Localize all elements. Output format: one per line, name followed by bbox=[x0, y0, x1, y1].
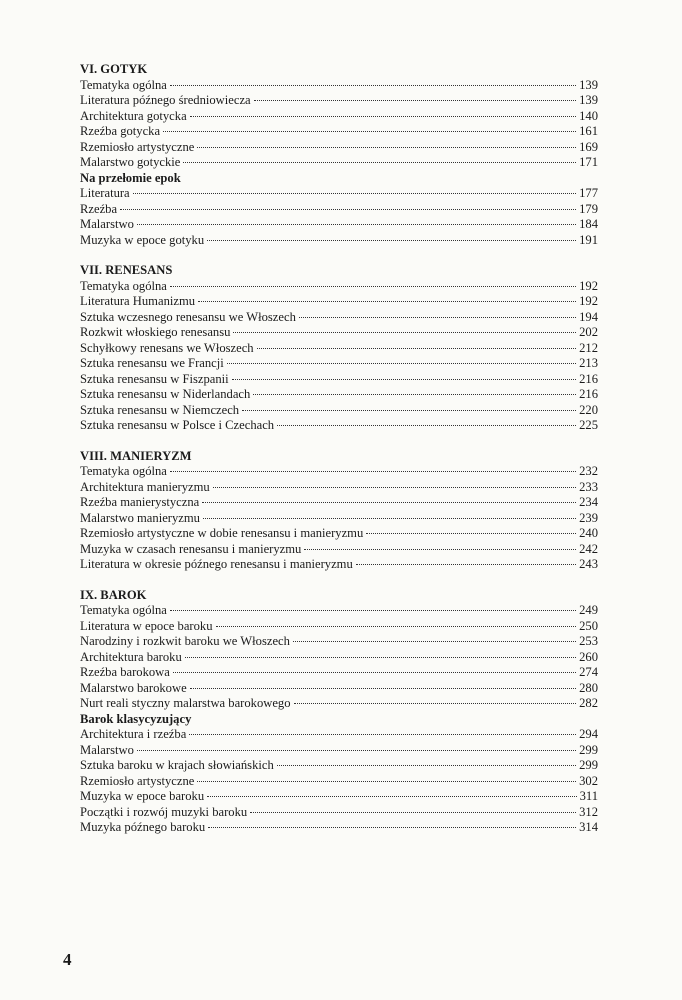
section-title: IX. BAROK bbox=[80, 587, 147, 602]
entry-title: Rzeźba gotycka bbox=[80, 124, 161, 138]
entry-title: Architektura i rzeźba bbox=[80, 727, 187, 741]
toc-entry bbox=[80, 78, 598, 94]
toc-entry bbox=[80, 310, 598, 326]
dot-leader bbox=[190, 116, 576, 117]
dot-leader bbox=[203, 518, 576, 519]
toc-entry bbox=[80, 356, 598, 372]
toc-entry bbox=[80, 650, 598, 666]
entry-title: Malarstwo barokowe bbox=[80, 680, 187, 695]
dot-leader bbox=[304, 549, 576, 550]
entry-page-number: 233 bbox=[579, 479, 598, 494]
entry-title: Malarstwo bbox=[80, 742, 134, 757]
dot-leader bbox=[207, 796, 576, 797]
toc-entry bbox=[80, 403, 598, 419]
dot-leader bbox=[170, 471, 576, 472]
dot-leader bbox=[189, 734, 576, 735]
toc-entry bbox=[80, 542, 598, 558]
entry-page-number: 184 bbox=[579, 217, 598, 231]
entry-page-number: 274 bbox=[579, 665, 598, 679]
toc-entry bbox=[80, 325, 598, 341]
entry-title: Sztuka renesansu w Niemczech bbox=[80, 402, 240, 417]
entry-page-number: 139 bbox=[579, 93, 598, 107]
toc-entry bbox=[80, 186, 598, 202]
toc-entry bbox=[80, 681, 598, 697]
dot-leader bbox=[254, 100, 576, 101]
entry-title: Muzyka w epoce gotyku bbox=[80, 232, 205, 247]
dot-leader bbox=[137, 224, 576, 225]
entry-page-number: 191 bbox=[579, 232, 598, 247]
entry-title: Rzemiosło artystyczne bbox=[80, 773, 195, 788]
entry-page-number: 213 bbox=[579, 356, 598, 370]
entry-page-number: 216 bbox=[579, 387, 598, 401]
dot-leader bbox=[250, 812, 576, 813]
entry-page-number: 212 bbox=[579, 340, 598, 355]
entry-title: Rzemiosło artystyczne bbox=[80, 139, 195, 154]
entry-page-number: 299 bbox=[579, 758, 598, 772]
toc-entry bbox=[80, 727, 598, 743]
toc-entry bbox=[80, 93, 598, 109]
entry-title: Tematyka ogólna bbox=[80, 464, 167, 478]
section-title: VI. GOTYK bbox=[80, 62, 148, 76]
entry-page-number: 250 bbox=[579, 618, 598, 633]
entry-page-number: 177 bbox=[579, 186, 598, 200]
toc-entry bbox=[80, 603, 598, 619]
entry-page-number: 299 bbox=[579, 742, 598, 757]
dot-leader bbox=[242, 410, 576, 411]
toc-entry bbox=[80, 124, 598, 140]
entry-title: Rzeźba bbox=[80, 201, 118, 216]
toc-entry bbox=[80, 495, 598, 511]
toc-entry bbox=[80, 820, 598, 836]
toc-section bbox=[80, 588, 598, 836]
dot-leader bbox=[208, 827, 576, 828]
toc-entry bbox=[80, 789, 598, 805]
entry-page-number: 240 bbox=[579, 526, 598, 540]
entry-title: Sztuka renesansu w Fiszpanii bbox=[80, 371, 229, 386]
entry-title: Sztuka wczesnego renesansu we Włoszech bbox=[80, 309, 296, 324]
toc-entry bbox=[80, 294, 598, 310]
entry-page-number: 280 bbox=[579, 680, 598, 695]
entry-title: Malarstwo bbox=[80, 217, 134, 231]
entry-title: Narodziny i rozkwit baroku we Włoszech bbox=[80, 634, 290, 648]
entry-page-number: 220 bbox=[579, 402, 598, 417]
dot-leader bbox=[227, 363, 576, 364]
dot-leader bbox=[277, 765, 576, 766]
entry-page-number: 161 bbox=[579, 124, 598, 138]
entry-page-number: 282 bbox=[579, 696, 598, 710]
toc-entry bbox=[80, 480, 598, 496]
dot-leader bbox=[170, 286, 576, 287]
dot-leader bbox=[294, 703, 577, 704]
entry-page-number: 249 bbox=[579, 603, 598, 617]
entry-title: Nurt reali styczny malarstwa barokowego bbox=[80, 696, 291, 710]
dot-leader bbox=[293, 641, 576, 642]
dot-leader bbox=[197, 147, 576, 148]
entry-page-number: 243 bbox=[579, 557, 598, 571]
entry-title: Sztuka renesansu we Francji bbox=[80, 356, 224, 370]
entry-page-number: 311 bbox=[579, 789, 598, 803]
dot-leader bbox=[257, 348, 577, 349]
dot-leader bbox=[216, 626, 577, 627]
entry-title: Muzyka w czasach renesansu i manieryzmu bbox=[80, 541, 302, 556]
toc-entry bbox=[80, 696, 598, 712]
dot-leader bbox=[170, 85, 576, 86]
dot-leader bbox=[207, 240, 576, 241]
toc-entry bbox=[80, 774, 598, 790]
entry-page-number: 242 bbox=[579, 541, 598, 556]
entry-title: Literatura bbox=[80, 186, 130, 200]
entry-title: Architektura baroku bbox=[80, 649, 182, 664]
dot-leader bbox=[173, 672, 576, 673]
entry-title: Schyłkowy renesans we Włoszech bbox=[80, 340, 254, 355]
dot-leader bbox=[277, 425, 576, 426]
entry-title: Muzyka w epoce baroku bbox=[80, 789, 205, 803]
toc-entry bbox=[80, 758, 598, 774]
entry-page-number: 169 bbox=[579, 139, 598, 154]
dot-leader bbox=[137, 750, 576, 751]
entry-title: Malarstwo manieryzmu bbox=[80, 510, 200, 525]
entry-page-number: 179 bbox=[579, 201, 598, 216]
toc-entry bbox=[80, 387, 598, 403]
entry-page-number: 253 bbox=[579, 634, 598, 648]
entry-page-number: 239 bbox=[579, 510, 598, 525]
entry-page-number: 216 bbox=[579, 371, 598, 386]
dot-leader bbox=[163, 131, 576, 132]
entry-page-number: 302 bbox=[579, 773, 598, 788]
entry-title: Rzeźba barokowa bbox=[80, 665, 170, 679]
toc-entry bbox=[80, 634, 598, 650]
toc-entry bbox=[80, 526, 598, 542]
dot-leader bbox=[198, 301, 576, 302]
entry-page-number: 139 bbox=[579, 77, 598, 92]
dot-leader bbox=[356, 564, 576, 565]
entry-title: Sztuka baroku w krajach słowiańskich bbox=[80, 758, 274, 772]
entry-page-number: 192 bbox=[579, 294, 598, 308]
entry-page-number: 312 bbox=[579, 804, 598, 819]
toc-entry bbox=[80, 557, 598, 573]
dot-leader bbox=[366, 533, 576, 534]
toc-entry bbox=[80, 341, 598, 357]
entry-title: Sztuka renesansu w Niderlandach bbox=[80, 387, 251, 401]
toc-section bbox=[80, 62, 598, 248]
page-number: 4 bbox=[63, 950, 72, 969]
section-title: VII. RENESANS bbox=[80, 263, 173, 277]
dot-leader bbox=[253, 394, 576, 395]
entry-title: Tematyka ogólna bbox=[80, 603, 167, 617]
entry-page-number: 192 bbox=[579, 278, 598, 293]
entry-title: Tematyka ogólna bbox=[80, 278, 167, 293]
dot-leader bbox=[299, 317, 576, 318]
dot-leader bbox=[213, 487, 576, 488]
entry-title: Muzyka późnego baroku bbox=[80, 820, 206, 834]
section-title: VIII. MANIERYZM bbox=[80, 448, 192, 463]
entry-title: Architektura manieryzmu bbox=[80, 479, 210, 494]
subsection-heading: Na przełomie epok bbox=[80, 170, 181, 185]
dot-leader bbox=[190, 688, 576, 689]
entry-title: Tematyka ogólna bbox=[80, 77, 167, 92]
entry-page-number: 232 bbox=[579, 464, 598, 478]
entry-title: Malarstwo gotyckie bbox=[80, 155, 181, 169]
toc-entry bbox=[80, 511, 598, 527]
toc-entry bbox=[80, 619, 598, 635]
entry-page-number: 234 bbox=[579, 495, 598, 509]
dot-leader bbox=[232, 379, 576, 380]
dot-leader bbox=[202, 502, 576, 503]
entry-title: Rozkwit włoskiego renesansu bbox=[80, 325, 231, 339]
toc-entry bbox=[80, 743, 598, 759]
entry-page-number: 202 bbox=[579, 325, 598, 339]
entry-title: Literatura późnego średniowiecza bbox=[80, 93, 251, 107]
dot-leader bbox=[233, 332, 576, 333]
table-of-contents bbox=[80, 62, 598, 851]
entry-title: Literatura w okresie późnego renesansu i manieryzmu bbox=[80, 557, 353, 571]
entry-page-number: 294 bbox=[579, 727, 598, 741]
entry-page-number: 225 bbox=[579, 418, 598, 432]
toc-entry bbox=[80, 464, 598, 480]
entry-title: Rzemiosło artystyczne w dobie renesansu i manieryzmu bbox=[80, 526, 364, 540]
toc-entry bbox=[80, 233, 598, 249]
toc-entry bbox=[80, 109, 598, 125]
entry-title: Początki i rozwój muzyki baroku bbox=[80, 804, 248, 819]
toc-section bbox=[80, 263, 598, 434]
toc-entry bbox=[80, 665, 598, 681]
toc-entry bbox=[80, 372, 598, 388]
dot-leader bbox=[185, 657, 576, 658]
entry-page-number: 194 bbox=[579, 309, 598, 324]
dot-leader bbox=[133, 193, 576, 194]
entry-page-number: 140 bbox=[579, 108, 598, 123]
dot-leader bbox=[170, 610, 576, 611]
toc-entry bbox=[80, 805, 598, 821]
toc-section bbox=[80, 449, 598, 573]
entry-title: Sztuka renesansu w Polsce i Czechach bbox=[80, 418, 275, 432]
entry-title: Literatura Humanizmu bbox=[80, 294, 196, 308]
entry-title: Literatura w epoce baroku bbox=[80, 618, 213, 633]
subsection-heading: Barok klasycyzujący bbox=[80, 711, 192, 726]
dot-leader bbox=[120, 209, 576, 210]
toc-entry bbox=[80, 155, 598, 171]
toc-entry bbox=[80, 202, 598, 218]
entry-page-number: 314 bbox=[579, 820, 598, 834]
dot-leader bbox=[197, 781, 576, 782]
toc-entry bbox=[80, 418, 598, 434]
entry-page-number: 260 bbox=[579, 649, 598, 664]
entry-title: Architektura gotycka bbox=[80, 108, 187, 123]
entry-page-number: 171 bbox=[579, 155, 598, 169]
toc-entry bbox=[80, 279, 598, 295]
entry-title: Rzeźba manierystyczna bbox=[80, 495, 200, 509]
dot-leader bbox=[183, 162, 576, 163]
toc-entry bbox=[80, 217, 598, 233]
toc-entry bbox=[80, 140, 598, 156]
